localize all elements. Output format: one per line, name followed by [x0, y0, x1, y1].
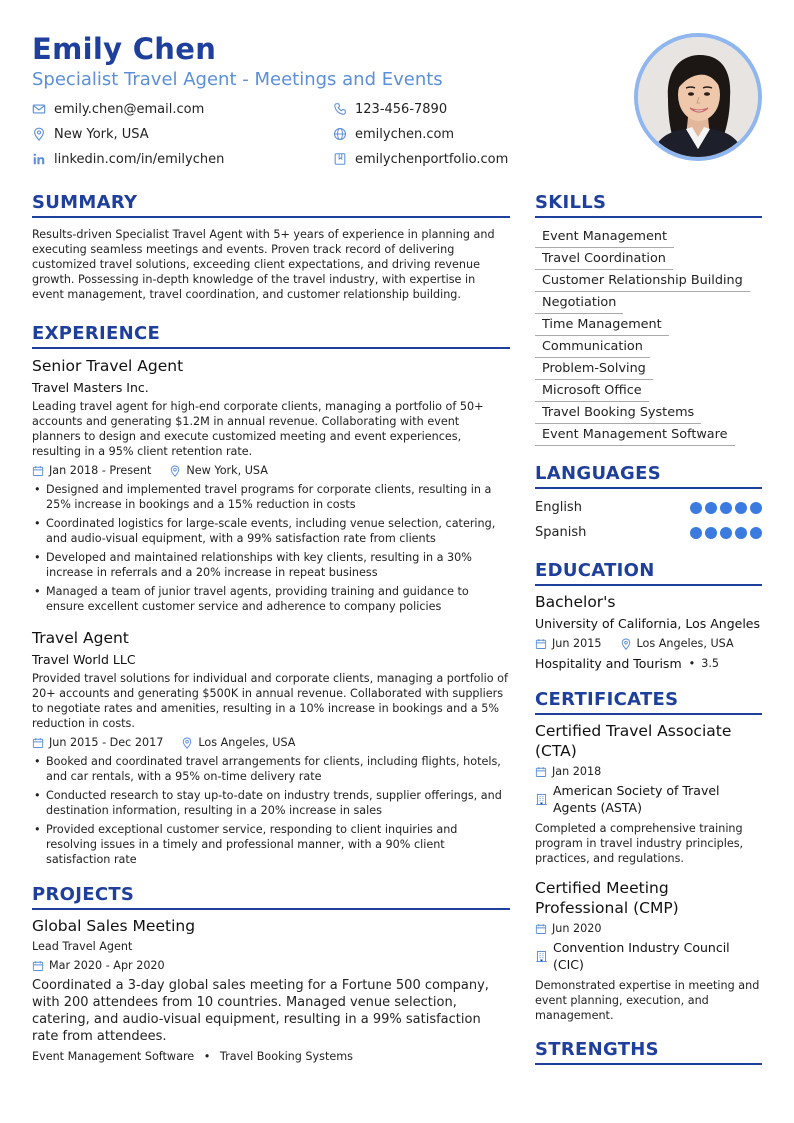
job-location: Los Angeles, USA [198, 736, 296, 749]
main-column [32, 192, 510, 1064]
certificate-description: Completed a comprehensive training program in travel industry principles, practices, and regulations. [535, 822, 744, 865]
certificate-entry [535, 721, 762, 866]
education-field-row [535, 655, 762, 672]
location-text: New York, USA [54, 126, 149, 142]
certificate-date: Jun 2020 [552, 922, 602, 935]
summary-heading: SUMMARY [32, 192, 510, 218]
certificate-date: Jan 2018 [552, 765, 602, 778]
project-entry [32, 916, 510, 1064]
location-pin-icon [32, 127, 46, 141]
language-name: Spanish [535, 524, 587, 540]
job-bullets [32, 754, 510, 867]
location-pin-icon [620, 638, 632, 650]
contact-linkedin[interactable] [32, 150, 224, 168]
building-icon [535, 793, 548, 806]
school: University of California, Los Angeles [535, 616, 761, 631]
list-item: • Coordinated logistics for large-scale events, including venue selection, catering, and audio-visual equipment, with a 99% satisfaction rate from clients [32, 516, 510, 546]
level-dot [750, 527, 762, 539]
phone-icon [333, 102, 347, 116]
list-item: • Conducted research to stay up-to-date on industry trends, supplier offerings, and destination information, resulting in a 20% increase in sales [32, 788, 510, 818]
education-field: Hospitality and Tourism [535, 656, 682, 671]
contact-location [32, 125, 149, 143]
level-dot [735, 527, 747, 539]
bookmark-icon [333, 152, 347, 166]
certificate-entry [535, 878, 762, 1023]
skills-heading: SKILLS [535, 192, 762, 218]
language-level-dots [690, 502, 762, 514]
skill-tag: Problem-Solving [535, 360, 653, 380]
profile-photo [634, 33, 762, 161]
level-dot [690, 502, 702, 514]
skill-tag: Time Management [535, 316, 669, 336]
level-dot [705, 527, 717, 539]
portfolio-text: emilychenportfolio.com [355, 151, 509, 167]
job-meta [32, 735, 510, 750]
candidate-name: Emily Chen [32, 32, 217, 66]
education-heading: EDUCATION [535, 560, 762, 586]
building-icon [535, 950, 548, 963]
side-column [535, 192, 762, 1065]
project-role: Lead Travel Agent [32, 940, 133, 953]
education-location: Los Angeles, USA [636, 637, 734, 650]
degree: Bachelor's [535, 593, 616, 611]
list-item: • Booked and coordinated travel arrangements for clients, including flights, hotels, and car rentals, with a 95% on-time delivery rate [32, 754, 510, 784]
skill-tag: Customer Relationship Building [535, 272, 750, 292]
linkedin-text: linkedin.com/in/emilychen [54, 151, 225, 167]
language-row [535, 520, 762, 545]
summary-text: Results-driven Specialist Travel Agent with 5+ years of experience in planning and executing seamless meetings and events. Proven track record of delivering customized travel solutions, exceeding client expectations, and driving revenue growth. Possessing in-depth knowledge of the travel industry, with expertise in event management, travel coordination, and customer relationship building. [32, 228, 495, 301]
skill-tag: Communication [535, 338, 650, 358]
project-tag: Event Management Software [32, 1050, 195, 1063]
certificate-issuer-row [535, 939, 762, 973]
project-meta [32, 958, 510, 973]
job-company: Travel World LLC [32, 652, 136, 667]
email-text: emily.chen@email.com [54, 101, 205, 117]
linkedin-icon [32, 152, 46, 166]
certificate-issuer: Convention Industry Council (CIC) [553, 940, 730, 972]
job-description: Provided travel solutions for individual and corporate clients, managing a portfolio of 20+ accounts and generating $500K in annual revenue. Collaborated with suppliers to negotiate rates and amenities, resulting in a 10% increase in bookings and a 5% reduction in costs. [32, 672, 508, 730]
languages-heading: LANGUAGES [535, 463, 762, 489]
education-entry [535, 592, 762, 672]
job-description: Leading travel agent for high-end corporate clients, managing a portfolio of 50+ accounts and generating $1.2M in annual revenue. Collaborating with event planners to design and execute customized meeting and event experiences, resulting in a 95% client retention rate. [32, 400, 484, 458]
field-separator: • [688, 657, 696, 670]
website-text: emilychen.com [355, 126, 455, 142]
skill-tag: Event Management Software [535, 426, 735, 446]
job-location: New York, USA [186, 464, 268, 477]
certificates-heading: CERTIFICATES [535, 689, 762, 715]
skill-tag: Microsoft Office [535, 382, 649, 402]
job-entry [32, 628, 510, 867]
level-dot [720, 527, 732, 539]
list-item: • Developed and maintained relationships with key clients, resulting in a 30% increase in referrals and a 20% increase in repeat business [32, 550, 510, 580]
job-entry [32, 356, 510, 614]
certificate-issuer: American Society of Travel Agents (ASTA) [553, 783, 720, 815]
contact-portfolio[interactable] [333, 150, 508, 168]
project-dates: Mar 2020 - Apr 2020 [49, 959, 165, 972]
job-title: Travel Agent [32, 629, 129, 647]
contact-phone[interactable] [333, 100, 447, 118]
certificate-title: Certified Meeting Professional (CMP) [535, 879, 679, 917]
certificate-title: Certified Travel Associate (CTA) [535, 722, 732, 760]
job-meta [32, 463, 510, 478]
certificate-meta [535, 921, 762, 936]
project-title: Global Sales Meeting [32, 917, 196, 935]
list-item: • Designed and implemented travel programs for corporate clients, resulting in a 25% increase in bookings and a 15% reduction in costs [32, 482, 510, 512]
skill-tag: Event Management [535, 228, 674, 248]
experience-heading: EXPERIENCE [32, 323, 510, 349]
job-dates: Jan 2018 - Present [49, 464, 152, 477]
avatar-portrait [638, 37, 758, 157]
level-dot [735, 502, 747, 514]
job-company: Travel Masters Inc. [32, 380, 149, 395]
list-item: • Provided exceptional customer service, responding to client inquiries and resolving issues in a timely and professional manner, with a 90% client satisfaction rate [32, 822, 510, 867]
skill-tag: Travel Booking Systems [535, 404, 701, 424]
projects-heading: PROJECTS [32, 884, 510, 910]
mail-icon [32, 102, 46, 116]
project-tags [32, 1049, 510, 1064]
list-item: • Managed a team of junior travel agents, providing training and guidance to ensure excellent customer service and adherence to company policies [32, 584, 510, 614]
calendar-icon [535, 638, 547, 650]
skills-list [535, 225, 762, 445]
level-dot [705, 502, 717, 514]
calendar-icon [32, 465, 44, 477]
project-tag: Travel Booking Systems [219, 1050, 353, 1063]
level-dot [720, 502, 732, 514]
contact-website[interactable] [333, 125, 454, 143]
calendar-icon [535, 766, 547, 778]
tag-separator: • [203, 1050, 211, 1063]
languages-list [535, 495, 762, 545]
job-bullets [32, 482, 510, 614]
phone-text: 123-456-7890 [355, 101, 448, 117]
certificate-description: Demonstrated expertise in meeting and event planning, execution, and management. [535, 979, 760, 1022]
education-meta [535, 636, 762, 651]
location-pin-icon [181, 737, 193, 749]
skill-tag: Negotiation [535, 294, 623, 314]
location-pin-icon [169, 465, 181, 477]
project-description: Coordinated a 3-day global sales meeting for a Fortune 500 company, with 200 attendees from 10 countries. Managed venue selection, catering, and audio-visual equipment, resulting in a 99% satisfaction rate from attendees. [32, 978, 489, 1044]
certificate-meta [535, 764, 762, 779]
candidate-title: Specialist Travel Agent - Meetings and Events [32, 69, 443, 90]
strengths-heading: STRENGTHS [535, 1039, 762, 1065]
level-dot [750, 502, 762, 514]
language-row [535, 495, 762, 520]
education-date: Jun 2015 [552, 637, 602, 650]
education-gpa: 3.5 [701, 657, 720, 670]
skill-tag: Travel Coordination [535, 250, 673, 270]
certificate-issuer-row [535, 782, 762, 816]
job-title: Senior Travel Agent [32, 357, 184, 375]
calendar-icon [535, 923, 547, 935]
calendar-icon [32, 960, 44, 972]
contact-email[interactable] [32, 100, 204, 118]
language-name: English [535, 499, 582, 515]
job-dates: Jun 2015 - Dec 2017 [49, 736, 164, 749]
level-dot [690, 527, 702, 539]
globe-icon [333, 127, 347, 141]
calendar-icon [32, 737, 44, 749]
language-level-dots [690, 527, 762, 539]
